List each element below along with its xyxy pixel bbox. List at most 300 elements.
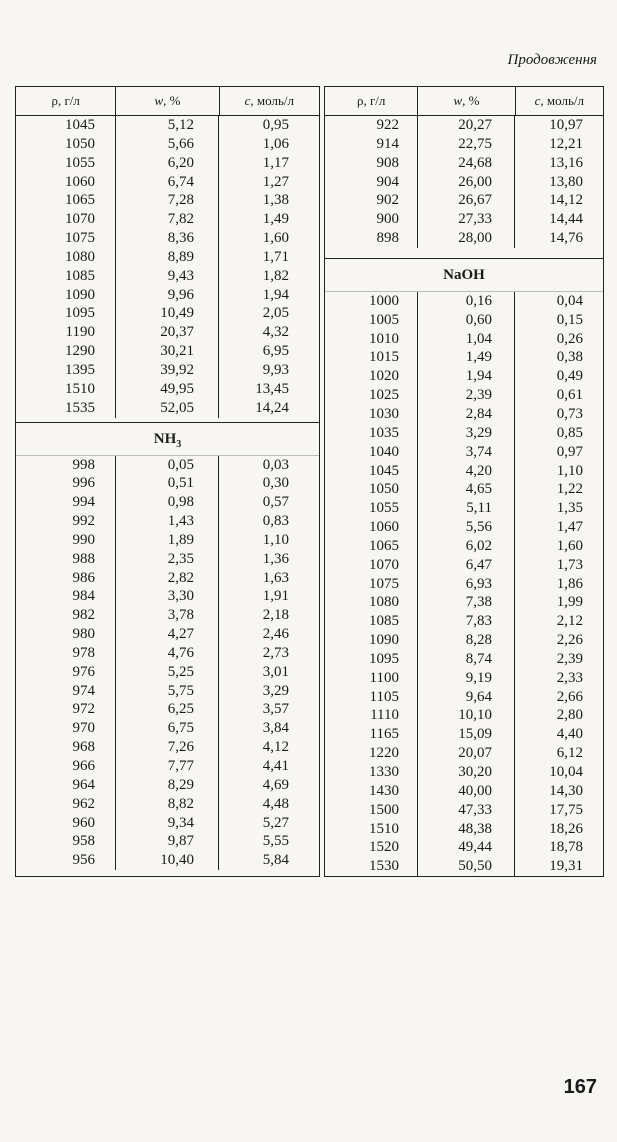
mass-fraction-header: w , %: [116, 87, 219, 115]
table-row: [325, 191, 603, 210]
density-cell: 1060: [16, 173, 116, 192]
density-cell: 1520: [325, 838, 418, 857]
concentration-cell: 0,57: [262, 494, 289, 511]
density-cell: 1530: [325, 857, 418, 876]
concentration-cell: 9,93: [262, 361, 289, 378]
mass-fraction-cell: 3,78: [116, 606, 219, 625]
mass-fraction-cell: 7,28: [116, 191, 219, 210]
density-cell: 1080: [325, 593, 418, 612]
concentration-cell: 0,97: [556, 443, 583, 460]
table-row: [325, 462, 603, 481]
table-row: [16, 173, 319, 192]
concentration-cell: 1,10: [262, 531, 289, 548]
concentration-cell: 4,32: [262, 324, 289, 341]
table-row: [16, 682, 319, 701]
table-row: [16, 644, 319, 663]
density-cell: 1035: [325, 424, 418, 443]
table-row: [325, 688, 603, 707]
table-row: [16, 323, 319, 342]
concentration-cell: 13,16: [549, 154, 583, 171]
density-cell: 992: [16, 512, 116, 531]
concentration-cell: 5,84: [262, 852, 289, 869]
density-cell: 1015: [325, 348, 418, 367]
mass-fraction-cell: 5,66: [116, 135, 219, 154]
mass-fraction-cell: 3,74: [418, 443, 515, 462]
concentration-cell: 0,03: [262, 456, 289, 473]
table-row: [325, 706, 603, 725]
table-row: [325, 443, 603, 462]
concentration-cell: 3,57: [262, 701, 289, 718]
mass-fraction-header: w , %: [418, 87, 515, 115]
concentration-cell: 18,26: [549, 820, 583, 837]
density-cell: 1165: [325, 725, 418, 744]
concentration-cell: 2,05: [262, 305, 289, 322]
continued-label: Продовження: [507, 52, 597, 68]
mass-fraction-cell: 10,40: [116, 851, 219, 870]
mass-fraction-cell: 28,00: [418, 229, 515, 248]
mass-fraction-cell: 20,37: [116, 323, 219, 342]
density-cell: 972: [16, 700, 116, 719]
density-cell: 1045: [325, 462, 418, 481]
right-top-body: [325, 116, 603, 248]
concentration-cell: 1,73: [556, 556, 583, 573]
mass-fraction-cell: 30,20: [418, 763, 515, 782]
mass-fraction-cell: 8,89: [116, 248, 219, 267]
concentration-cell: 1,49: [262, 211, 289, 228]
table-row: [16, 587, 319, 606]
mass-fraction-cell: 2,35: [116, 550, 219, 569]
table-row: [325, 116, 603, 135]
concentration-cell: 18,78: [549, 839, 583, 856]
mass-fraction-cell: 8,36: [116, 229, 219, 248]
concentration-cell: 2,66: [556, 688, 583, 705]
mass-fraction-cell: 0,60: [418, 311, 515, 330]
density-cell: 1395: [16, 361, 116, 380]
table-row: [16, 700, 319, 719]
concentration-cell: 0,49: [556, 368, 583, 385]
table-row: [325, 518, 603, 537]
mass-fraction-cell: 8,82: [116, 795, 219, 814]
table-row: [16, 304, 319, 323]
mass-fraction-cell: 5,75: [116, 682, 219, 701]
table-row: [16, 512, 319, 531]
mass-fraction-cell: 3,29: [418, 424, 515, 443]
table-row: [16, 456, 319, 475]
table-row: [325, 229, 603, 248]
mass-fraction-cell: 5,11: [418, 499, 515, 518]
concentration-cell: 13,80: [549, 173, 583, 190]
table-row: [325, 820, 603, 839]
table-row: [16, 210, 319, 229]
density-cell: 904: [325, 173, 418, 192]
concentration-cell: 1,94: [262, 286, 289, 303]
mass-fraction-cell: 4,20: [418, 462, 515, 481]
concentration-cell: 1,60: [262, 230, 289, 247]
density-cell: 1050: [325, 480, 418, 499]
mass-fraction-cell: 6,74: [116, 173, 219, 192]
density-cell: 966: [16, 757, 116, 776]
density-cell: 1105: [325, 688, 418, 707]
mass-fraction-cell: 5,12: [116, 116, 219, 135]
table-row: [325, 593, 603, 612]
concentration-cell: 3,29: [262, 682, 289, 699]
mass-fraction-cell: 6,75: [116, 719, 219, 738]
mass-fraction-cell: 2,39: [418, 386, 515, 405]
table-row: [325, 154, 603, 173]
table-row: [325, 725, 603, 744]
table-row: [16, 474, 319, 493]
density-cell: 1100: [325, 669, 418, 688]
mass-fraction-cell: 9,64: [418, 688, 515, 707]
density-cell: 1000: [325, 292, 418, 311]
mass-fraction-cell: 52,05: [116, 399, 219, 418]
mass-fraction-cell: 24,68: [418, 154, 515, 173]
concentration-cell: 14,44: [549, 211, 583, 228]
mass-fraction-cell: 10,49: [116, 304, 219, 323]
mass-fraction-cell: 48,38: [418, 820, 515, 839]
density-header: ρ, г/л: [16, 87, 116, 115]
density-cell: 1075: [16, 229, 116, 248]
table-row: [325, 669, 603, 688]
mass-fraction-cell: 2,82: [116, 569, 219, 588]
table-row: [325, 801, 603, 820]
concentration-cell: 2,18: [262, 607, 289, 624]
mass-fraction-cell: 26,67: [418, 191, 515, 210]
table-row: [16, 267, 319, 286]
naoh-section-title: NaOH: [325, 258, 603, 292]
concentration-cell: 1,17: [262, 154, 289, 171]
concentration-cell: 5,55: [262, 833, 289, 850]
density-cell: 964: [16, 776, 116, 795]
mass-fraction-cell: 9,87: [116, 832, 219, 851]
table-row: [16, 286, 319, 305]
table-row: [325, 424, 603, 443]
concentration-cell: 4,48: [262, 795, 289, 812]
mass-fraction-cell: 26,00: [418, 173, 515, 192]
density-cell: 1085: [16, 267, 116, 286]
density-cell: 980: [16, 625, 116, 644]
density-cell: 1510: [16, 380, 116, 399]
concentration-cell: 6,95: [262, 343, 289, 360]
table-row: [16, 851, 319, 870]
concentration-cell: 0,61: [556, 387, 583, 404]
density-cell: 1500: [325, 801, 418, 820]
nh3-body: [16, 456, 319, 871]
concentration-cell: 14,76: [549, 230, 583, 247]
table-row: [325, 173, 603, 192]
density-cell: 1040: [325, 443, 418, 462]
density-cell: 978: [16, 644, 116, 663]
concentration-cell: 3,01: [262, 663, 289, 680]
table-row: [325, 292, 603, 311]
table-row: [325, 135, 603, 154]
table-row: [16, 229, 319, 248]
concentration-cell: 14,12: [549, 192, 583, 209]
concentration-cell: 6,12: [556, 745, 583, 762]
concentration-cell: 0,95: [262, 117, 289, 133]
table-row: [16, 625, 319, 644]
concentration-cell: 0,83: [262, 513, 289, 530]
mass-fraction-cell: 6,47: [418, 556, 515, 575]
mass-fraction-cell: 15,09: [418, 725, 515, 744]
mass-fraction-cell: 8,74: [418, 650, 515, 669]
table-row: [16, 776, 319, 795]
mass-fraction-cell: 22,75: [418, 135, 515, 154]
mass-fraction-cell: 2,84: [418, 405, 515, 424]
density-cell: 902: [325, 191, 418, 210]
concentration-cell: 1,71: [262, 248, 289, 265]
density-cell: 1510: [325, 820, 418, 839]
mass-fraction-cell: 7,38: [418, 593, 515, 612]
concentration-cell: 1,22: [556, 481, 583, 498]
mass-fraction-cell: 10,10: [418, 706, 515, 725]
mass-fraction-cell: 27,33: [418, 210, 515, 229]
concentration-cell: 1,91: [262, 588, 289, 605]
concentration-cell: 4,40: [556, 726, 583, 743]
table-row: [16, 380, 319, 399]
density-cell: 958: [16, 832, 116, 851]
density-cell: 1055: [16, 154, 116, 173]
table-row: [16, 757, 319, 776]
concentration-cell: 10,04: [549, 764, 583, 780]
mass-fraction-cell: 47,33: [418, 801, 515, 820]
density-tables: [15, 86, 599, 877]
concentration-cell: 0,26: [556, 330, 583, 347]
table-row: [325, 575, 603, 594]
concentration-cell: 2,26: [556, 632, 583, 649]
density-cell: 1065: [325, 537, 418, 556]
table-row: [325, 348, 603, 367]
mass-fraction-cell: 4,27: [116, 625, 219, 644]
concentration-cell: 5,27: [262, 814, 289, 831]
table-row: [325, 386, 603, 405]
concentration-cell: 13,45: [255, 380, 289, 397]
concentration-cell: 2,33: [556, 669, 583, 686]
table-row: [325, 857, 603, 876]
table-row: [16, 550, 319, 569]
density-cell: 986: [16, 569, 116, 588]
table-row: [325, 367, 603, 386]
density-cell: 1075: [325, 575, 418, 594]
density-cell: 974: [16, 682, 116, 701]
nh3-section-title: $NH_3$: [16, 422, 319, 456]
table-row: [16, 795, 319, 814]
density-cell: 998: [16, 456, 116, 475]
page-number: 167: [563, 1076, 597, 1098]
density-cell: 1025: [325, 386, 418, 405]
right-table: [324, 86, 604, 877]
mass-fraction-cell: 49,44: [418, 838, 515, 857]
density-cell: 908: [325, 154, 418, 173]
density-cell: 1220: [325, 744, 418, 763]
mass-fraction-cell: 0,05: [116, 456, 219, 475]
table-row: [325, 556, 603, 575]
table-row: [16, 606, 319, 625]
density-cell: 1290: [16, 342, 116, 361]
mass-fraction-cell: 9,96: [116, 286, 219, 305]
density-cell: 984: [16, 587, 116, 606]
concentration-cell: 0,04: [556, 292, 583, 309]
concentration-cell: 2,73: [262, 644, 289, 661]
density-cell: 956: [16, 851, 116, 870]
density-cell: 922: [325, 116, 418, 135]
table-row: [325, 330, 603, 349]
table-row: [16, 399, 319, 418]
concentration-cell: 1,60: [556, 537, 583, 554]
concentration-cell: 12,21: [549, 135, 583, 152]
table-row: [325, 782, 603, 801]
mass-fraction-cell: 1,49: [418, 348, 515, 367]
density-cell: 1070: [16, 210, 116, 229]
density-cell: 1080: [16, 248, 116, 267]
left-header-row: [16, 87, 319, 116]
mass-fraction-cell: 5,56: [418, 518, 515, 537]
density-cell: 898: [325, 229, 418, 248]
concentration-cell: 1,82: [262, 267, 289, 284]
concentration-cell: 1,38: [262, 192, 289, 209]
mass-fraction-cell: 1,89: [116, 531, 219, 550]
table-row: [325, 763, 603, 782]
density-cell: 962: [16, 795, 116, 814]
mass-fraction-cell: 0,51: [116, 474, 219, 493]
density-cell: 994: [16, 493, 116, 512]
concentration-cell: 0,30: [262, 475, 289, 492]
density-cell: 990: [16, 531, 116, 550]
mass-fraction-cell: 1,04: [418, 330, 515, 349]
concentration-cell: 1,47: [556, 519, 583, 536]
table-row: [16, 719, 319, 738]
density-header: ρ, г/л: [325, 87, 418, 115]
table-row: [16, 154, 319, 173]
density-cell: 982: [16, 606, 116, 625]
concentration-cell: 0,15: [556, 311, 583, 328]
concentration-cell: 10,97: [549, 117, 583, 133]
density-cell: 960: [16, 814, 116, 833]
density-cell: 1430: [325, 782, 418, 801]
table-row: [325, 210, 603, 229]
concentration-cell: 1,27: [262, 173, 289, 190]
left-table: [15, 86, 320, 877]
density-cell: 1060: [325, 518, 418, 537]
naoh-body: [325, 292, 603, 876]
table-row: [16, 663, 319, 682]
density-cell: 1050: [16, 135, 116, 154]
mass-fraction-cell: 0,16: [418, 292, 515, 311]
mass-fraction-cell: 6,25: [116, 700, 219, 719]
mass-fraction-cell: 6,02: [418, 537, 515, 556]
concentration-cell: 14,30: [549, 782, 583, 799]
concentration-cell: 1,86: [556, 575, 583, 592]
mass-fraction-cell: 6,93: [418, 575, 515, 594]
density-cell: 1005: [325, 311, 418, 330]
density-cell: 1535: [16, 399, 116, 418]
table-row: [16, 135, 319, 154]
concentration-cell: 19,31: [549, 858, 583, 875]
table-row: [325, 311, 603, 330]
density-cell: 1095: [16, 304, 116, 323]
mass-fraction-cell: 50,50: [418, 857, 515, 876]
mass-fraction-cell: 8,28: [418, 631, 515, 650]
concentration-cell: 0,85: [556, 424, 583, 441]
table-row: [325, 499, 603, 518]
table-row: [325, 744, 603, 763]
mass-fraction-cell: 5,25: [116, 663, 219, 682]
table-row: [16, 116, 319, 135]
concentration-cell: 1,63: [262, 569, 289, 586]
concentration-header: c , моль/л: [534, 93, 584, 108]
mass-fraction-cell: 7,77: [116, 757, 219, 776]
concentration-cell: 1,06: [262, 135, 289, 152]
concentration-cell: 3,84: [262, 720, 289, 737]
table-row: [16, 493, 319, 512]
table-row: [16, 248, 319, 267]
mass-fraction-cell: 9,43: [116, 267, 219, 286]
mass-fraction-cell: 4,65: [418, 480, 515, 499]
table-row: [325, 405, 603, 424]
density-cell: 1070: [325, 556, 418, 575]
table-row: [325, 537, 603, 556]
concentration-cell: 4,12: [262, 739, 289, 756]
mass-fraction-cell: 0,98: [116, 493, 219, 512]
concentration-cell: 4,69: [262, 776, 289, 793]
density-cell: 900: [325, 210, 418, 229]
mass-fraction-cell: 7,26: [116, 738, 219, 757]
density-cell: 1010: [325, 330, 418, 349]
density-cell: 1055: [325, 499, 418, 518]
table-row: [16, 814, 319, 833]
left-top-body: [16, 116, 319, 418]
table-row: [325, 838, 603, 857]
mass-fraction-cell: 1,94: [418, 367, 515, 386]
table-row: [325, 631, 603, 650]
density-cell: 1110: [325, 706, 418, 725]
mass-fraction-cell: 6,20: [116, 154, 219, 173]
density-cell: 914: [325, 135, 418, 154]
concentration-cell: 1,99: [556, 594, 583, 611]
density-cell: 1190: [16, 323, 116, 342]
density-cell: 1330: [325, 763, 418, 782]
table-row: [16, 191, 319, 210]
mass-fraction-cell: 8,29: [116, 776, 219, 795]
table-row: [16, 738, 319, 757]
mass-fraction-cell: 20,27: [418, 116, 515, 135]
mass-fraction-cell: 7,83: [418, 612, 515, 631]
concentration-cell: 2,39: [556, 650, 583, 667]
concentration-cell: 1,35: [556, 500, 583, 517]
mass-fraction-cell: 30,21: [116, 342, 219, 361]
table-row: [16, 361, 319, 380]
concentration-cell: 2,46: [262, 626, 289, 643]
concentration-cell: 17,75: [549, 801, 583, 818]
mass-fraction-cell: 7,82: [116, 210, 219, 229]
concentration-cell: 0,73: [556, 405, 583, 422]
mass-fraction-cell: 49,95: [116, 380, 219, 399]
right-header-row: [325, 87, 603, 116]
concentration-cell: 4,41: [262, 758, 289, 774]
concentration-header: c , моль/л: [244, 93, 294, 108]
concentration-cell: 14,24: [255, 399, 289, 416]
density-cell: 1030: [325, 405, 418, 424]
density-cell: 976: [16, 663, 116, 682]
mass-fraction-cell: 3,30: [116, 587, 219, 606]
concentration-cell: 2,12: [556, 613, 583, 630]
table-row: [325, 480, 603, 499]
density-cell: 970: [16, 719, 116, 738]
table-row: [16, 531, 319, 550]
density-cell: 1095: [325, 650, 418, 669]
mass-fraction-cell: 9,34: [116, 814, 219, 833]
mass-fraction-cell: 20,07: [418, 744, 515, 763]
